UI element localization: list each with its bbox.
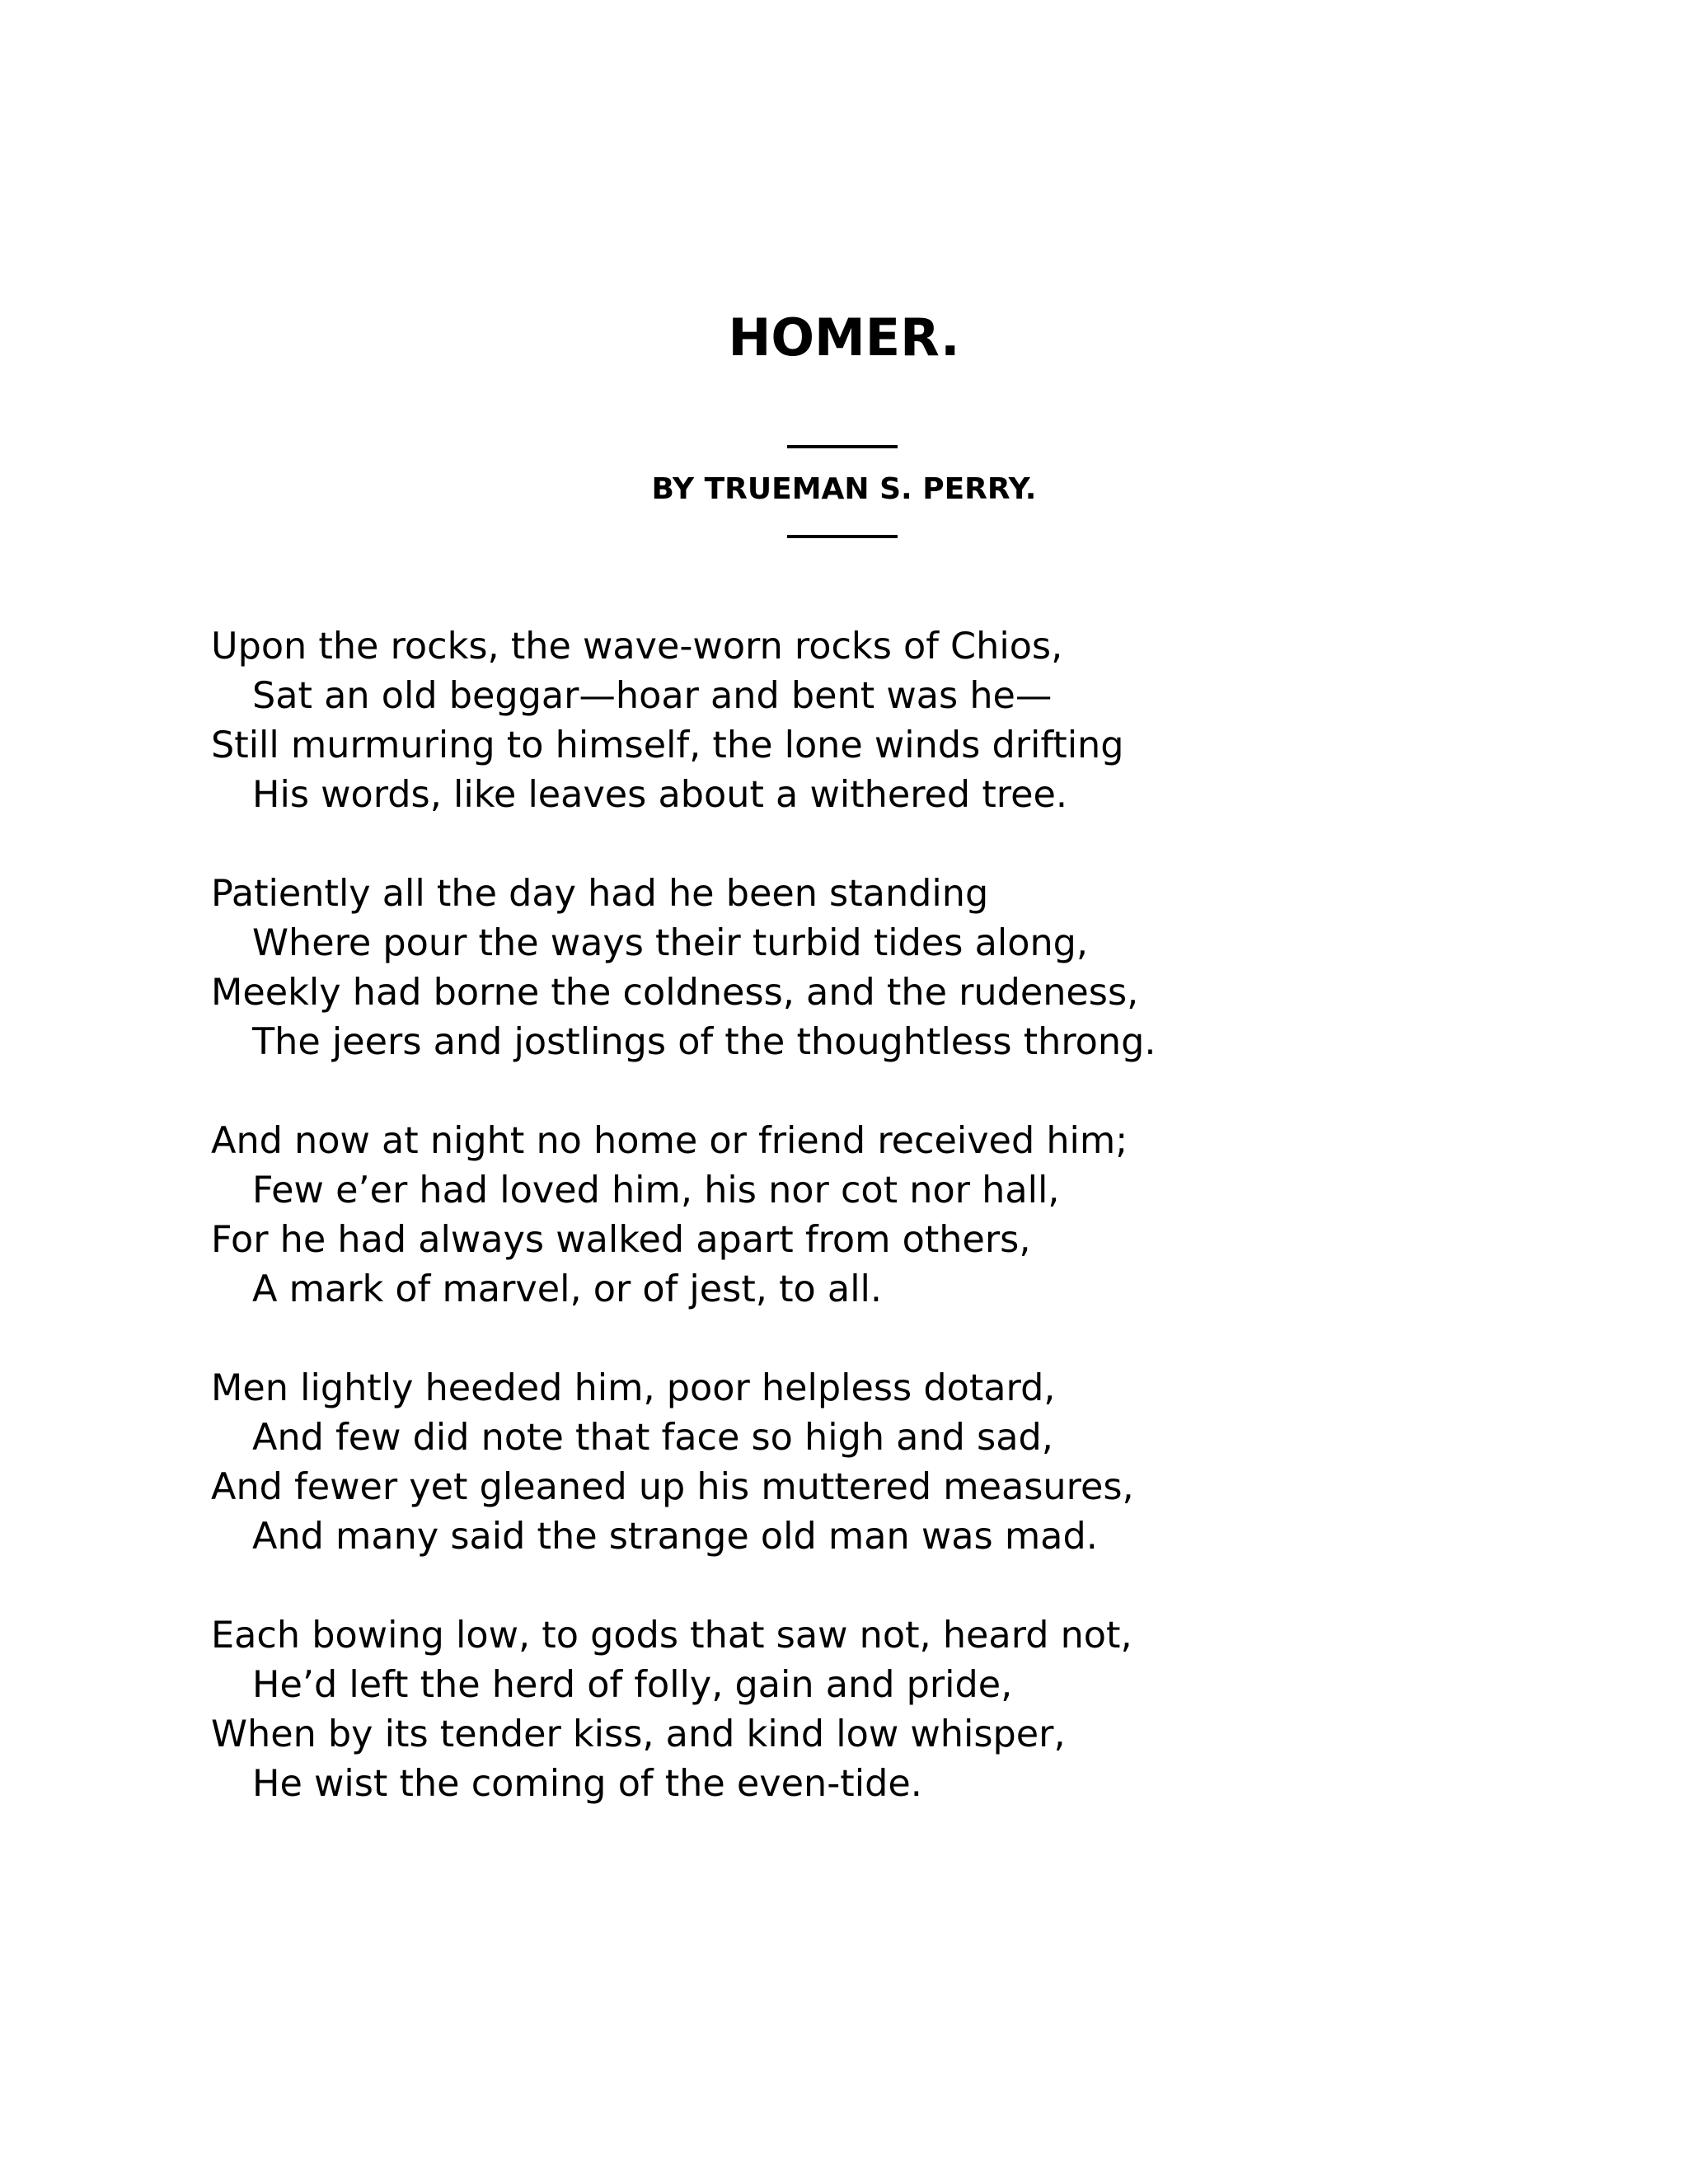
poem-line: When by its tender kiss, and kind low whisper, [211, 1713, 1066, 1755]
stanza-4 [211, 1364, 1612, 1562]
poem-line: Patiently all the day had he been standing [211, 873, 989, 915]
poem-line: Few e’er had loved him, his nor cot nor hall, [252, 1169, 1060, 1212]
poem-line: And few did note that face so high and sad, [252, 1417, 1053, 1459]
poem-line: And fewer yet gleaned up his muttered measures, [211, 1466, 1134, 1508]
poem-line: And now at night no home or friend received him; [211, 1120, 1128, 1162]
author-byline: BY TRUEMAN S. PERRY. [651, 472, 1037, 506]
poem-line: Meekly had borne the coldness, and the rudeness, [211, 972, 1139, 1014]
poem-line: He’d left the herd of folly, gain and pride, [252, 1664, 1013, 1706]
poem-line: The jeers and jostlings of the thoughtless throng. [252, 1021, 1156, 1063]
poem-title: HOMER. [728, 307, 960, 368]
poem-line: For he had always walked apart from others, [211, 1219, 1031, 1261]
poem-line: And many said the strange old man was mad. [252, 1516, 1098, 1558]
poem-line: He wist the coming of the even-tide. [252, 1763, 922, 1805]
stanza-1 [211, 622, 1612, 820]
poem-line: Upon the rocks, the wave-worn rocks of Chios, [211, 626, 1063, 668]
rule-below-byline [787, 535, 898, 538]
rule-above-byline [787, 445, 898, 448]
stanza-5 [211, 1611, 1612, 1809]
poem-line: Each bowing low, to gods that saw not, heard not, [211, 1615, 1132, 1657]
poem-line: Where pour the ways their turbid tides along, [252, 922, 1089, 964]
poem-line: His words, like leaves about a withered tree. [252, 774, 1067, 816]
poem-line: Men lightly heeded him, poor helpless dotard, [211, 1367, 1056, 1409]
stanza-2 [211, 869, 1612, 1067]
poem-line: Still murmuring to himself, the lone winds drifting [211, 724, 1124, 766]
poem-body [211, 622, 1612, 1858]
poem-line: Sat an old beggar—hoar and bent was he— [252, 675, 1053, 717]
stanza-3 [211, 1117, 1612, 1315]
poem-line: A mark of marvel, or of jest, to all. [252, 1268, 883, 1310]
